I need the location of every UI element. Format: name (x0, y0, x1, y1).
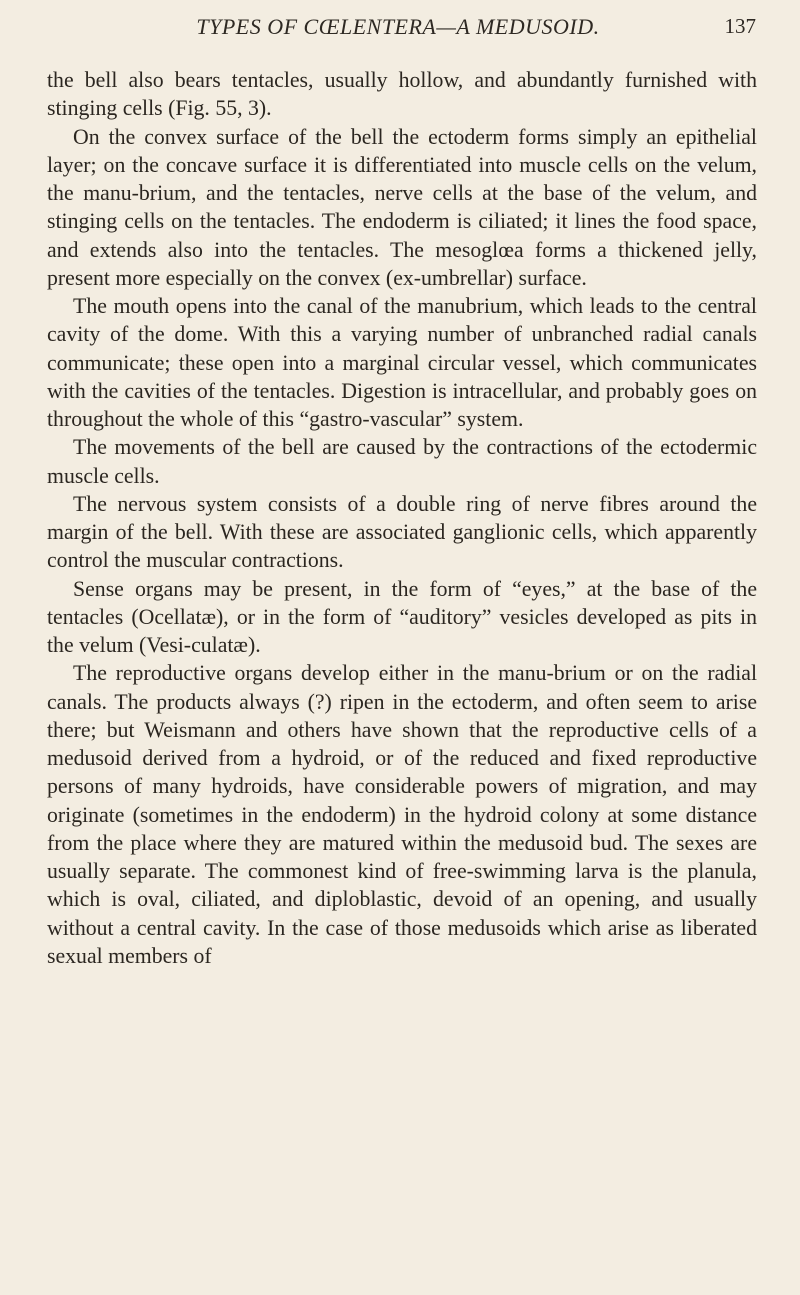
paragraph-nervous-system: The nervous system consists of a double ring of nerve fibres around the margin of the bell. With these are associated ganglionic cells, which apparently control the muscular contractions. (47, 491, 757, 573)
running-title: TYPES OF CŒLENTERA—A MEDUSOID. (196, 14, 600, 39)
paragraph-mouth-canals: The mouth opens into the canal of the manubrium, which leads to the central cavity of the dome. With this a varying number of unbranched radial canals communicate; these open into a marginal circular vessel, which communicates with the cavities of the tentacles. Digestion is intracellular, and probably goes on throughout the whole of this “gastro-vascular” system. (47, 294, 757, 431)
paragraph-movements: The movements of the bell are caused by the contractions of the ectodermic muscle cells. (47, 435, 757, 488)
paragraph-sense-organs: Sense organs may be present, in the form of “eyes,” at the base of the tentacles (Ocellatæ), or in the form of “auditory” vesicles developed as pits in the velum (Vesi-culatæ). (47, 576, 757, 657)
paragraph-ectoderm-endoderm: On the convex surface of the bell the ectoderm forms simply an epithelial layer; on the concave surface it is differentiated into muscle cells on the velum, the manu-brium, and the tentacles, nerve cells at the base of the velum, and stinging cells on the tentacles. The endoderm is ciliated; it lines the food space, and extends also into the tentacles. The mesoglœa forms a thickened jelly, present more especially on the convex (ex-umbrellar) surface. (47, 124, 757, 290)
paragraph-continued: the bell also bears tentacles, usually hollow, and abundantly furnished with stinging cells (Fig. 55, 3). (47, 68, 757, 121)
page-number: 137 (724, 14, 756, 38)
body-text (47, 66, 757, 970)
paragraph-reproductive-organs: The reproductive organs develop either in the manu-brium or on the radial canals. The products always (?) ripen in the ectoderm, and often seem to arise there; but Weismann and others have shown that the reproductive cells of a medusoid derived from a hydroid, or of the reduced and fixed reproductive persons of many hydroids, have considerable powers of migration, and may originate (sometimes in the endoderm) in the hydroid colony at some distance from the place where they are matured within the medusoid bud. The sexes are usually separate. The commonest kind of free-swimming larva is the planula, which is oval, ciliated, and diploblastic, devoid of an opening, and usually without a central cavity. In the case of those medusoids which arise as liberated sexual members of (47, 661, 757, 968)
